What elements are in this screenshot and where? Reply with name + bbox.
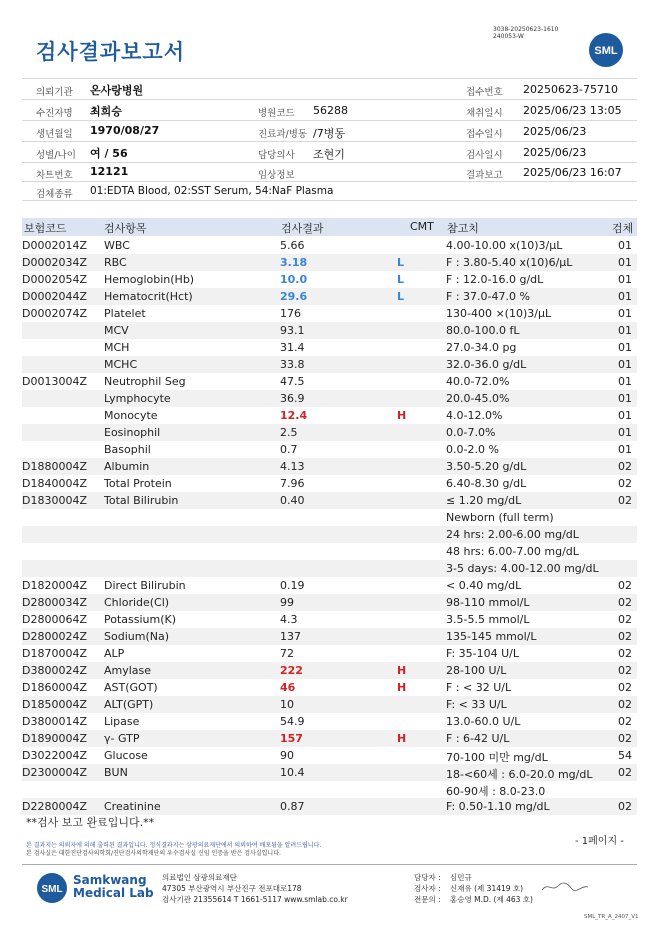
cell-ref: Newborn (full term) <box>446 511 554 524</box>
cell-specimen: 01 <box>618 375 632 388</box>
cell-specimen: 01 <box>618 358 632 371</box>
cell-name: Hematocrit(Hct) <box>104 290 193 303</box>
cell-result: 137 <box>280 630 301 643</box>
cell-specimen: 02 <box>618 800 632 813</box>
sex-age-value: 여 / 56 <box>90 147 128 160</box>
cell-ref: ≤ 1.20 mg/dL <box>446 494 522 507</box>
th-name: 검사항목 <box>104 222 147 235</box>
dept-label: 진료과/병동 <box>258 129 308 140</box>
table-row <box>22 611 637 628</box>
cell-specimen: 01 <box>618 443 632 456</box>
staff-1-name: 심민규 <box>450 873 472 882</box>
cell-result: 0.19 <box>280 579 305 592</box>
cell-code: D0002034Z <box>22 256 87 269</box>
cell-result: 47.5 <box>280 375 305 388</box>
table-row <box>22 390 637 407</box>
test-date-value: 2025/06/23 <box>523 146 587 159</box>
table-row <box>22 730 637 747</box>
sex-age-label: 성별/나이 <box>36 150 76 161</box>
cell-name: ALT(GPT) <box>104 698 154 711</box>
chart-label: 차트번호 <box>36 170 73 181</box>
cell-cmt: H <box>397 732 407 745</box>
cell-ref: 24 hrs: 2.00-6.00 mg/dL <box>446 528 579 541</box>
cell-name: Potassium(K) <box>104 613 177 626</box>
table-row <box>22 764 637 781</box>
cell-specimen: 01 <box>618 290 632 303</box>
cell-code: D1820004Z <box>22 579 87 592</box>
form-version: SML_TR_A_2407_V1 <box>584 914 639 920</box>
logo-top-text: SML <box>594 45 618 57</box>
dob-label: 생년월일 <box>36 129 73 140</box>
cell-result: 157 <box>280 732 303 745</box>
table-row <box>22 424 637 441</box>
cell-code: D2280004Z <box>22 800 87 813</box>
cell-code: D3800024Z <box>22 664 87 677</box>
table-row <box>22 322 637 339</box>
receipt-no-label: 접수번호 <box>466 87 503 98</box>
table-row <box>22 509 637 526</box>
cell-result: 176 <box>280 307 301 320</box>
cell-result: 3.18 <box>280 256 308 269</box>
doctor-label: 담당의사 <box>258 150 295 161</box>
cell-ref: 4.00-10.00 x(10)3/μL <box>446 239 563 252</box>
staff-labels <box>414 872 441 905</box>
cell-code: D0002054Z <box>22 273 87 286</box>
patient-label: 수진자명 <box>36 108 73 119</box>
cell-result: 36.9 <box>280 392 305 405</box>
cell-ref: F : 6-42 U/L <box>446 732 510 745</box>
cell-name: MCHC <box>104 358 138 371</box>
cell-ref: 3-5 days: 4.00-12.00 mg/dL <box>446 562 599 575</box>
cell-ref: 3.50-5.20 g/dL <box>446 460 527 473</box>
table-row <box>22 560 637 577</box>
hospital-code-value: 56288 <box>313 104 348 117</box>
table-row <box>22 458 637 475</box>
specimen-value: 01:EDTA Blood, 02:SST Serum, 54:NaF Plasma <box>90 185 334 197</box>
cell-name: ALP <box>104 647 125 660</box>
table-row <box>22 441 637 458</box>
cell-ref: 48 hrs: 6.00-7.00 mg/dL <box>446 545 579 558</box>
cell-name: MCV <box>104 324 129 337</box>
cell-specimen: 01 <box>618 307 632 320</box>
cell-name: Platelet <box>104 307 146 320</box>
cell-result: 10 <box>280 698 294 711</box>
cell-result: 7.96 <box>280 477 305 490</box>
cell-code: D0002014Z <box>22 239 87 252</box>
table-row <box>22 356 637 373</box>
cell-ref: 27.0-34.0 pg <box>446 341 517 354</box>
cell-ref: 3.5-5.5 mmol/L <box>446 613 530 626</box>
table-row <box>22 577 637 594</box>
cell-name: Total Bilirubin <box>104 494 179 507</box>
cell-code: D1840004Z <box>22 477 87 490</box>
table-row <box>22 594 637 611</box>
cell-ref: F : 37.0-47.0 % <box>446 290 530 303</box>
cell-name: Amylase <box>104 664 152 677</box>
cell-name: Chloride(Cl) <box>104 596 170 609</box>
cell-ref: 70-100 미만 mg/dL <box>446 751 548 764</box>
cell-result: 72 <box>280 647 294 660</box>
receipt-date-label: 접수일시 <box>466 129 503 140</box>
cell-name: BUN <box>104 766 128 779</box>
cell-cmt: L <box>397 273 405 286</box>
page-title: 검사결과보고서 <box>36 40 186 64</box>
cell-specimen: 02 <box>618 766 632 779</box>
cell-result: 90 <box>280 749 294 762</box>
cell-specimen: 02 <box>618 732 632 745</box>
staff-names <box>450 872 533 905</box>
cell-ref: F: < 33 U/L <box>446 698 507 711</box>
cell-result: 0.40 <box>280 494 305 507</box>
cell-result: 222 <box>280 664 303 677</box>
report-value: 2025/06/23 16:07 <box>523 166 622 179</box>
cell-specimen: 01 <box>618 239 632 252</box>
cell-specimen: 02 <box>618 579 632 592</box>
cell-name: WBC <box>104 239 130 252</box>
org-address: 47305 부산광역시 부산진구 전포대로178 <box>162 884 302 893</box>
cell-ref: < 0.40 mg/dL <box>446 579 522 592</box>
table-row <box>22 305 637 322</box>
cell-ref: F : 12.0-16.0 g/dL <box>446 273 544 286</box>
cell-code: D1890004Z <box>22 732 87 745</box>
cell-specimen: 01 <box>618 256 632 269</box>
cell-ref: F: 35-104 U/L <box>446 647 520 660</box>
chart-value: 12121 <box>90 165 129 178</box>
cell-cmt: L <box>397 290 405 303</box>
table-row <box>22 781 637 798</box>
table-row <box>22 713 637 730</box>
document-id-line2: 240053-W <box>493 33 524 40</box>
th-specimen: 검체 <box>612 222 634 235</box>
table-row <box>22 492 637 509</box>
sml-logo-icon <box>588 32 624 68</box>
cell-result: 29.6 <box>280 290 308 303</box>
cell-specimen: 02 <box>618 494 632 507</box>
cell-ref: 60-90세 : 8.0-23.0 <box>446 785 546 798</box>
cell-specimen: 02 <box>618 460 632 473</box>
cell-specimen: 01 <box>618 392 632 405</box>
cell-name: Sodium(Na) <box>104 630 169 643</box>
cell-name: Albumin <box>104 460 150 473</box>
cell-code: D1870004Z <box>22 647 87 660</box>
cell-code: D2800024Z <box>22 630 87 643</box>
table-row <box>22 645 637 662</box>
dept-value: /7병동 <box>313 127 345 140</box>
cell-code: D1850004Z <box>22 698 87 711</box>
table-row <box>22 543 637 560</box>
table-row <box>22 475 637 492</box>
cell-result: 4.3 <box>280 613 298 626</box>
cell-name: AST(GOT) <box>104 681 158 694</box>
cell-name: Monocyte <box>104 409 158 422</box>
specimen-label: 검체종류 <box>36 189 73 200</box>
cell-specimen: 02 <box>618 630 632 643</box>
staff-1-label: 담당자 : <box>414 873 441 882</box>
cell-name: Lipase <box>104 715 140 728</box>
cell-ref: 130-400 ×(10)3/μL <box>446 307 552 320</box>
cell-ref: 135-145 mmol/L <box>446 630 537 643</box>
cell-specimen: 01 <box>618 324 632 337</box>
table-row <box>22 747 637 764</box>
cell-specimen: 02 <box>618 715 632 728</box>
cell-ref: 13.0-60.0 U/L <box>446 715 521 728</box>
institution-label: 의뢰기관 <box>36 87 73 98</box>
cell-code: D3800014Z <box>22 715 87 728</box>
cell-name: Creatinine <box>104 800 161 813</box>
cell-ref: 20.0-45.0% <box>446 392 510 405</box>
cell-name: Eosinophil <box>104 426 161 439</box>
table-row <box>22 254 637 271</box>
staff-3-name: 홍승영 M.D. (제 463 호) <box>450 895 533 904</box>
cell-ref: 32.0-36.0 g/dL <box>446 358 527 371</box>
cell-code: D1830004Z <box>22 494 87 507</box>
table-row <box>22 696 637 713</box>
cell-result: 4.13 <box>280 460 305 473</box>
receipt-no-value: 20250623-75710 <box>523 83 618 96</box>
cell-specimen: 02 <box>618 613 632 626</box>
table-row <box>22 679 637 696</box>
cell-cmt: H <box>397 664 407 677</box>
cell-specimen: 02 <box>618 477 632 490</box>
cell-result: 46 <box>280 681 296 694</box>
cell-result: 33.8 <box>280 358 305 371</box>
cell-specimen: 01 <box>618 409 632 422</box>
cell-cmt: H <box>397 681 407 694</box>
brand-line2: Medical Lab <box>73 886 154 900</box>
brand-line1: Samkwang <box>73 873 147 887</box>
cell-ref: 98-110 mmol/L <box>446 596 530 609</box>
cell-ref: 6.40-8.30 g/dL <box>446 477 527 490</box>
cell-result: 31.4 <box>280 341 305 354</box>
table-row <box>22 271 637 288</box>
cell-ref: 28-100 U/L <box>446 664 507 677</box>
doctor-value: 조현기 <box>313 148 345 161</box>
clinical-label: 임상정보 <box>258 170 295 181</box>
hospital-code-label: 병원코드 <box>258 108 295 119</box>
cell-ref: 4.0-12.0% <box>446 409 503 422</box>
cell-code: D3022004Z <box>22 749 87 762</box>
table-row <box>22 373 637 390</box>
page-number: - 1페이지 - <box>575 836 624 847</box>
signature-icon <box>540 880 590 894</box>
table-row <box>22 288 637 305</box>
cell-code: D1860004Z <box>22 681 87 694</box>
logo-footer-text: SML <box>41 884 63 895</box>
cell-specimen: 01 <box>618 426 632 439</box>
receipt-date-value: 2025/06/23 <box>523 125 587 138</box>
collect-label: 채취일시 <box>466 108 503 119</box>
report-complete: **검사 보고 완료입니다.** <box>26 816 155 829</box>
cell-ref: 80.0-100.0 fL <box>446 324 520 337</box>
table-row <box>22 339 637 356</box>
cell-ref: F : 3.80-5.40 x(10)6/μL <box>446 256 573 269</box>
table-row <box>22 237 637 254</box>
cell-name: γ- GTP <box>104 732 140 745</box>
document-id-line1: 3038-20250623-1610 <box>493 26 559 33</box>
cell-ref: F: 0.50-1.10 mg/dL <box>446 800 550 813</box>
cell-ref: F : < 32 U/L <box>446 681 512 694</box>
th-result: 검사결과 <box>281 222 324 235</box>
dob-value: 1970/08/27 <box>90 124 160 137</box>
cell-result: 5.66 <box>280 239 305 252</box>
th-cmt: CMT <box>410 220 434 233</box>
cell-code: D2800034Z <box>22 596 87 609</box>
th-code: 보험코드 <box>24 222 67 235</box>
cell-code: D0013004Z <box>22 375 87 388</box>
cell-name: Hemoglobin(Hb) <box>104 273 195 286</box>
cell-cmt: H <box>397 409 407 422</box>
staff-2-name: 신재유 (제 31419 호) <box>450 884 524 893</box>
institution-value: 온사랑병원 <box>90 84 144 97</box>
cell-result: 0.87 <box>280 800 305 813</box>
cell-result: 54.9 <box>280 715 305 728</box>
cell-result: 0.7 <box>280 443 298 456</box>
cell-name: Neutrophil Seg <box>104 375 186 388</box>
cell-result: 93.1 <box>280 324 305 337</box>
cell-name: MCH <box>104 341 130 354</box>
footer-note-2: 본 검사실은 대한진단검사의학회/진단검사의학재단의 우수검사실 신임 인증을 받은 검사실입니다. <box>26 850 281 857</box>
cell-result: 99 <box>280 596 294 609</box>
org-name: 의료법인 삼광의료재단 <box>162 873 237 882</box>
cell-result: 12.4 <box>280 409 308 422</box>
cell-result: 10.0 <box>280 273 308 286</box>
footer-note-1: 본 결과지는 의뢰자에 의해 출력된 결과입니다. 정식결과지는 삼광의료재단에서 의뢰하여 배포됨을 알려드립니다. <box>26 842 322 849</box>
test-date-label: 검사일시 <box>466 150 503 161</box>
table-row <box>22 628 637 645</box>
cell-specimen: 02 <box>618 664 632 677</box>
staff-2-label: 검사자 : <box>414 884 441 893</box>
cell-ref: 0.0-2.0 % <box>446 443 499 456</box>
cell-name: Glucose <box>104 749 148 762</box>
footer-notes <box>26 842 321 858</box>
cell-ref: 0.0-7.0% <box>446 426 496 439</box>
cell-specimen: 54 <box>618 749 632 762</box>
cell-name: Direct Bilirubin <box>104 579 186 592</box>
cell-specimen: 02 <box>618 647 632 660</box>
cell-code: D0002074Z <box>22 307 87 320</box>
th-ref: 참고치 <box>447 222 479 235</box>
cell-name: Total Protein <box>104 477 172 490</box>
cell-name: Lymphocyte <box>104 392 171 405</box>
table-row <box>22 662 637 679</box>
staff-3-label: 전문의 : <box>414 895 441 904</box>
cell-specimen: 02 <box>618 681 632 694</box>
table-row <box>22 526 637 543</box>
cell-cmt: L <box>397 256 405 269</box>
cell-ref: 40.0-72.0% <box>446 375 510 388</box>
cell-specimen: 02 <box>618 698 632 711</box>
cell-specimen: 02 <box>618 596 632 609</box>
cell-code: D2300004Z <box>22 766 87 779</box>
cell-name: RBC <box>104 256 127 269</box>
table-row <box>22 407 637 424</box>
document-id <box>493 26 573 40</box>
sml-footer-logo-icon <box>36 872 68 904</box>
cell-code: D0002044Z <box>22 290 87 303</box>
cell-specimen: 01 <box>618 273 632 286</box>
cell-code: D1880004Z <box>22 460 87 473</box>
org-contact: 검사기관 21355614 T 1661-5117 www.smlab.co.kr <box>162 895 348 904</box>
cell-result: 2.5 <box>280 426 298 439</box>
cell-name: Basophil <box>104 443 151 456</box>
table-row <box>22 798 637 815</box>
org-info <box>162 872 348 905</box>
report-label: 결과보고 <box>466 170 503 181</box>
cell-ref: 18-<60세 : 6.0-20.0 mg/dL <box>446 768 593 781</box>
brand-name <box>73 874 154 900</box>
patient-value: 최희승 <box>90 105 122 118</box>
cell-code: D2800064Z <box>22 613 87 626</box>
cell-specimen: 01 <box>618 341 632 354</box>
cell-result: 10.4 <box>280 766 305 779</box>
collect-value: 2025/06/23 13:05 <box>523 104 622 117</box>
